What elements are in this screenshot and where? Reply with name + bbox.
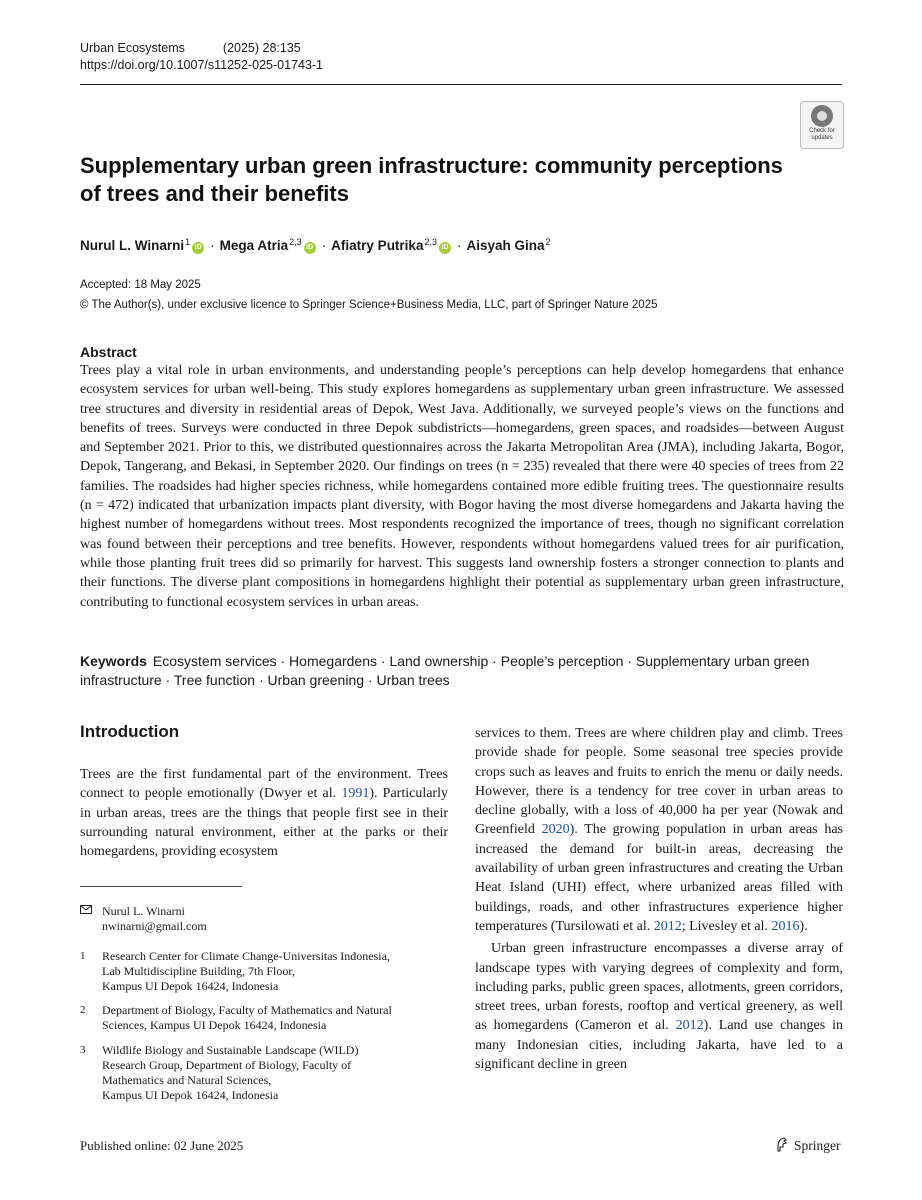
affiliation-3 xyxy=(80,1043,448,1103)
author-name[interactable]: Aisyah Gina xyxy=(466,238,545,253)
citation-link[interactable]: 2020 xyxy=(541,822,570,838)
citation-link[interactable]: 2012 xyxy=(675,1018,704,1034)
affiliation-line: Kampus UI Depok 16424, Indonesia xyxy=(102,1088,279,1102)
introduction-paragraph xyxy=(80,765,448,861)
abstract-text: Trees play a vital role in urban environments, and understanding people’s perceptions can help develop homegardens that enhance ecosystem services for urban well-being. This study explores homegardens as supplementary urban green infrastructure. We assessed tree structures and diversity in residential areas of Depok, West Java. Additionally, we surveyed people’s views on the functions and benefits of trees. Surveys were conducted in three Depok subdistricts—homegardens, green spaces, and roadsides—between August and September 2021. Prior to this, we distributed questionnaires across the Jakarta Metropolitan Area (JMA), including Jakarta, Bogor, Depok, Tangerang, and Bekasi, in September 2020. Our findings on trees (n = 235) revealed that there were 40 species of trees from 22 families. The roadsides had higher species richness, while homegardens contained more edible fruiting trees. The questionnaire results (n = 472) indicated that urbanization impacts plant diversity, with Bogor having the most diverse homegardens and Jakarta having the highest number of homegardens without trees. Most respondents recognized the importance of trees, though no significant correlation was found between their perceptions and tree benefits. However, respondents without homegardens valued trees for air purification, while those planting fruit trees did so primarily for harvest. This suggests land ownership fosters a stronger connection to plants and their functions. The diverse plant compositions in homegardens highlight their potential as supplementary urban green infrastructure, contributing to functional ecosystem services in urban areas. xyxy=(80,363,844,610)
author-affiliation-mark: 2 xyxy=(545,237,551,247)
author-name[interactable]: Nurul L. Winarni xyxy=(80,238,185,253)
corresponding-author xyxy=(80,904,448,934)
paragraph-text: ). xyxy=(799,918,808,934)
journal-name: Urban Ecosystems xyxy=(80,41,185,55)
springer-horse-icon xyxy=(775,1137,789,1152)
publisher-logo xyxy=(775,1137,841,1154)
orcid-icon[interactable]: iD xyxy=(192,242,204,254)
published-online-date: Published online: 02 June 2025 xyxy=(80,1138,244,1153)
footnote-rule xyxy=(80,886,242,887)
author-affiliation-mark: 2,3 xyxy=(424,237,437,247)
affiliation-1 xyxy=(80,949,448,994)
badge-line1: Check for xyxy=(809,128,835,134)
citation-link[interactable]: 2016 xyxy=(771,918,800,934)
badge-line2: updates xyxy=(811,135,833,141)
introduction-paragraph xyxy=(475,724,843,936)
affiliation-line: Research Group, Department of Biology, Faculty of xyxy=(102,1058,352,1072)
paragraph-text: Urban green infrastructure encompasses a diverse array of landscape types with varying degrees of complexity and form, including parks, public green spaces, allotments, green corridors, street trees, urban forests, rooftop and vertical greenery, as well as homegardens (Cameron et al. xyxy=(475,941,843,1034)
citation-link[interactable]: 2012 xyxy=(653,918,682,934)
update-icon xyxy=(811,105,833,127)
keywords-list: Ecosystem services · Homegardens · Land ownership · People’s perception · Supplementary urban green infrastructure · Tree function · Urban greening · Urban trees xyxy=(80,653,810,688)
orcid-icon[interactable]: iD xyxy=(304,242,316,254)
author-affiliation-mark: 2,3 xyxy=(289,237,302,247)
publisher-name: Springer xyxy=(794,1138,841,1153)
paragraph-text: services to them. Trees are where children play and climb. Trees provide shade for people. Some seasonal tree species provide crops such as leaves and fruits to enrich the menu or daily needs. However, there is a tendency for tree cover in urban areas to decline globally, with a loss of 40,000 ha per year (Nowak and Greenfield xyxy=(475,726,843,838)
keywords xyxy=(80,652,844,690)
check-for-updates-badge[interactable] xyxy=(800,101,844,149)
affiliation-line: Sciences, Kampus UI Depok 16424, Indonesia xyxy=(102,1018,327,1032)
affiliation-number: 2 xyxy=(80,1004,86,1016)
introduction-right-column xyxy=(475,724,843,1074)
affiliation-number: 1 xyxy=(80,950,86,962)
affiliation-line: Research Center for Climate Change-Universitas Indonesia, xyxy=(102,949,390,963)
accepted-date: Accepted: 18 May 2025 xyxy=(80,279,201,291)
paper-title: Supplementary urban green infrastructure: community perceptions of trees and their benefits xyxy=(80,153,783,206)
affiliation-number: 3 xyxy=(80,1044,86,1056)
affiliation-2 xyxy=(80,1003,448,1033)
doi-link[interactable]: https://doi.org/10.1007/s11252-025-01743-1 xyxy=(80,58,324,72)
affiliation-line: Lab Multidiscipline Building, 7th Floor, xyxy=(102,964,295,978)
keywords-heading: Keywords xyxy=(80,653,147,669)
journal-citation: (2025) 28:135 xyxy=(222,41,301,55)
author-name[interactable]: Mega Atria xyxy=(219,238,289,253)
paragraph-text: ). The growing population in urban areas has increased the demand for built-in areas, decreasing the availability of urban green infrastructures and creating the Urban Heat Island (UHI) effect, where urbanized areas filled with buildings, roads, and other infrastructures experience higher temperatures (Tursilowati et al. xyxy=(475,822,843,934)
affiliation-line: Wildlife Biology and Sustainable Landscape (WILD) xyxy=(102,1043,359,1057)
author-name[interactable]: Afiatry Putrika xyxy=(331,238,424,253)
affiliation-line: Kampus UI Depok 16424, Indonesia xyxy=(102,979,279,993)
paragraph-text: Trees are the first fundamental part of the environment. Trees connect to people emotionally (Dwyer et al. xyxy=(80,767,448,802)
author-affiliation-mark: 1 xyxy=(185,237,191,247)
abstract-heading: Abstract xyxy=(80,344,137,360)
introduction-paragraph xyxy=(475,939,843,1074)
affiliation-line: Department of Biology, Faculty of Mathematics and Natural xyxy=(102,1003,392,1017)
author-list: Nurul L. Winarni$^1$iD · Mega Atria$^{2,3}$iD · Afiatry Putrika$^{2,3}$iD · Aisyah Gina$^2$ xyxy=(80,237,551,253)
running-header xyxy=(80,40,323,74)
orcid-icon[interactable]: iD xyxy=(439,242,451,254)
introduction-heading: Introduction xyxy=(80,722,180,741)
paragraph-text: ). Land use changes in many Indonesian cities, including Jakarta, have led to a significant decline in green xyxy=(475,1018,843,1073)
corresponding-name: Nurul L. Winarni xyxy=(102,904,185,918)
corresponding-email[interactable]: nwinarni@gmail.com xyxy=(102,919,207,933)
header-rule xyxy=(80,84,842,85)
citation-link[interactable]: 1991 xyxy=(341,786,370,802)
paragraph-text: ; Livesley et al. xyxy=(681,918,772,934)
envelope-icon xyxy=(80,904,94,919)
affiliation-line: Mathematics and Natural Sciences, xyxy=(102,1073,272,1087)
copyright-line: © The Author(s), under exclusive licence to Springer Science+Business Media, LLC, part of Springer Nature 2025 xyxy=(80,299,658,311)
paragraph-text: ). Particularly in urban areas, trees are the things that people first see in their surrounding natural environment, either at the parks or their homegardens, providing ecosystem xyxy=(80,786,448,860)
